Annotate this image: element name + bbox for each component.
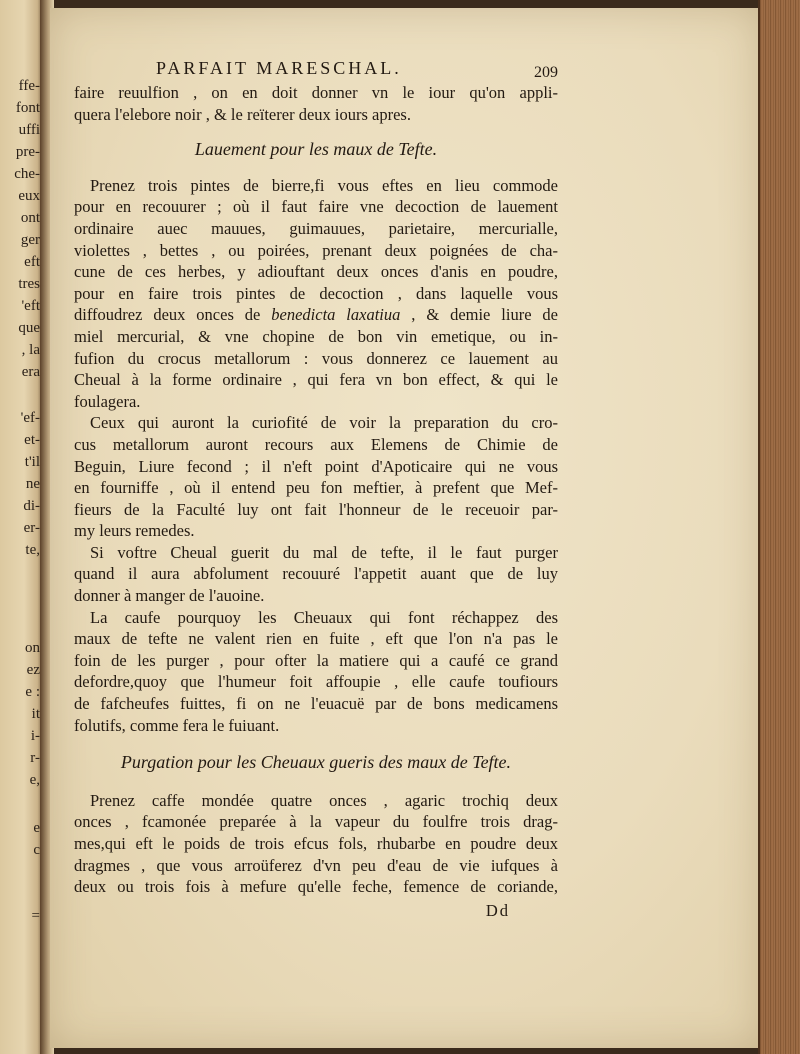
facing-page-fragment: i- (30, 728, 40, 744)
facing-page-fragment: che- (14, 166, 40, 182)
text-line: cune de ces herbes, y adiouftant deux onces d'anis en poudre, (74, 262, 558, 282)
facing-page-fragment: di- (23, 498, 40, 514)
facing-page-fragment: et- (24, 432, 40, 448)
signature-mark: Dd (485, 900, 510, 920)
facing-page-fragment: 'eft (21, 298, 40, 314)
text-line: folutifs, comme fera le fuiuant. (74, 715, 280, 735)
text-line: cus metallorum auront recours aux Elemens de Chimie de (74, 434, 558, 454)
facing-page-edge (0, 0, 44, 1054)
section-heading-lauement: Lauement pour les maux de Tefte. (194, 139, 438, 160)
facing-page-fragment: it (31, 706, 40, 722)
text-line: pour en recouurer ; où il faut faire vne decoction de lauement (74, 197, 558, 217)
opening-paragraph (74, 82, 558, 125)
facing-page-fragment: e, (29, 772, 40, 788)
facing-page-fragment: ger (20, 232, 40, 248)
text-line: La caufe pourquoy les Cheuaux qui font réchappez des (90, 607, 558, 627)
section-purgation-body (74, 790, 558, 898)
text-line: dragmes , que vous arroüferez d'vn peu d'eau de vie iufques à (74, 855, 558, 875)
italic-term: benedicta laxatiua (271, 305, 401, 325)
facing-page-fragment: ffe- (18, 78, 40, 94)
text-line: foin de les purger , pour ofter la matiere qui a caufé ce grand (74, 650, 558, 670)
facing-page-fragment: ez (26, 662, 40, 678)
page-fore-edge (758, 0, 800, 1054)
text-line: Prenez trois pintes de bierre,fi vous eftes en lieu commode (90, 175, 558, 195)
text-line: fufion du crocus metallorum : vous donnerez ce lauement au (74, 348, 558, 368)
text-line: deux ou trois fois à mefure qu'elle feche, femence de coriande, (74, 877, 558, 897)
facing-page-fragment: ont (20, 210, 40, 226)
text-line: mes,qui eft le poids de trois efcus fols, rhubarbe en poudre deux (74, 834, 558, 853)
text-run: diffoudrez deux onces de (74, 305, 272, 325)
text-run: , & demie liure de (400, 305, 558, 325)
text-line: de fafcheufes fuittes, fi on ne l'euacuë par de bons medicamens (74, 694, 558, 714)
facing-page-fragment: = (31, 908, 40, 924)
text-line: en fourniffe , où il entend peu fon meftier, à prefent que Mef- (74, 478, 558, 498)
facing-page-fragment: e : (25, 684, 40, 700)
page-header (156, 58, 558, 82)
facing-page-fragment: te, (25, 542, 40, 558)
text-line: Si voftre Cheual guerit du mal de tefte, il le faut purger (90, 542, 558, 562)
page-number: 209 (534, 64, 558, 81)
text-line: maux de tefte ne valent rien en fuite , eft que l'on n'a pas le (74, 629, 558, 649)
text-line (74, 304, 558, 326)
text-line: donner à manger de l'auoine. (74, 586, 265, 606)
facing-page-fragment: r- (30, 750, 40, 766)
facing-page-fragment: era (21, 364, 40, 380)
text-line: fieurs de la Faculté luy ont fait l'honneur de le receuoir par- (74, 499, 558, 519)
facing-page-fragment: t'il (24, 454, 40, 470)
text-line: defordre,quoy que l'humeur foit affoupie , elle caufe toufiours (74, 672, 558, 692)
facing-page-fragment: ne (25, 476, 40, 492)
text-line: faire reuulfion , on en doit donner vn le iour qu'on appli- (74, 83, 558, 102)
text-line: foulagera. (74, 391, 141, 411)
page-text (74, 58, 558, 921)
facing-page-fragment: que (18, 320, 40, 336)
text-line: miel mercurial, & vne chopine de bon vin emetique, ou in- (74, 326, 558, 346)
text-line: Beguin, Liure fecond ; il n'eft point d'Apoticaire qui ne vous (74, 456, 558, 476)
facing-page-fragment: on (25, 640, 40, 656)
text-line: pour en faire trois pintes de decoction , dans laquelle vous (74, 283, 558, 303)
text-line: my leurs remedes. (74, 521, 195, 541)
facing-page-fragment: c (33, 842, 40, 858)
text-line: quera l'elebore noir , & le reïterer deux iours apres. (74, 104, 411, 124)
facing-page-fragment: pre- (15, 144, 40, 160)
facing-page-fragment: eft (24, 254, 40, 270)
text-line: quand il aura abfolument recouuré l'appetit auant que de luy (74, 564, 558, 584)
facing-page-fragment: e (33, 820, 40, 836)
section-lauement-body (74, 175, 558, 736)
facing-page-fragment: , la (21, 342, 40, 358)
text-line: Ceux qui auront la curiofité de voir la preparation du cro- (90, 413, 558, 433)
facing-page-fragment: er- (23, 520, 40, 536)
text-line: violettes , bettes , ou poirées, prenant deux poignées de cha- (74, 240, 558, 260)
facing-page-fragment: 'ef- (20, 410, 40, 426)
text-line: ordinaire auec mauues, guimauues, parietaire, mercurialle, (74, 218, 558, 238)
facing-page-fragment: font (15, 100, 40, 116)
running-head: PARFAIT MARESCHAL. (156, 58, 402, 78)
text-line: onces , fcamonée preparée à la vapeur du foulfre trois drag- (74, 812, 558, 832)
facing-page-fragment: uffi (18, 122, 40, 138)
text-line: Prenez caffe mondée quatre onces , agaric trochiq deux (90, 790, 558, 810)
facing-page-fragment: tres (18, 276, 40, 292)
facing-page-fragment: eux (18, 188, 40, 204)
section-heading-purgation: Purgation pour les Cheuaux gueris des maux de Tefte. (120, 752, 512, 773)
text-line: Cheual à la forme ordinaire , qui fera vn bon effect, & qui le (74, 370, 558, 390)
